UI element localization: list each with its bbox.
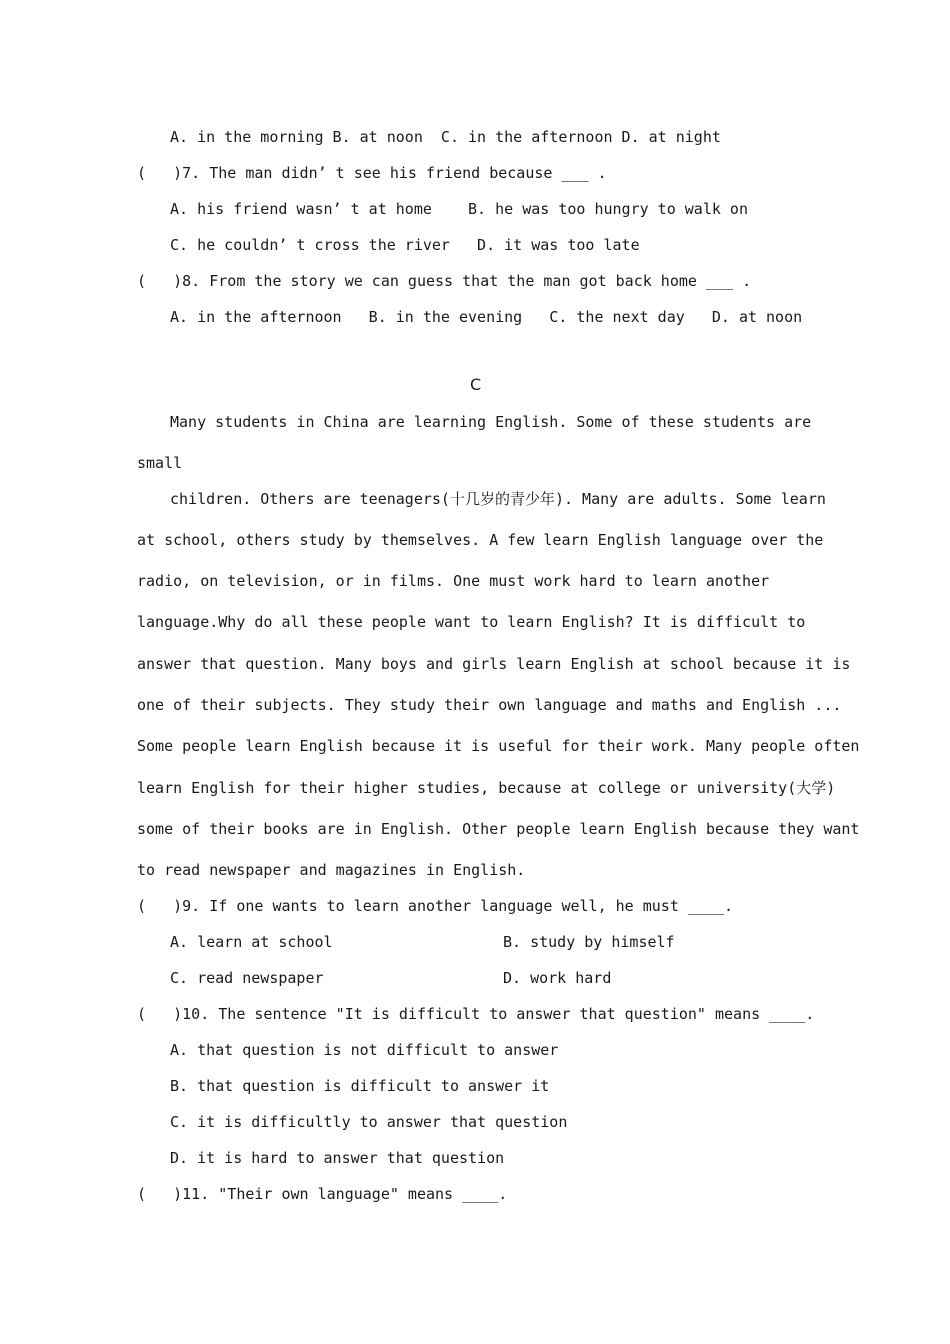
section-heading: C [470,375,482,394]
answer-paren: ( ) [137,272,183,290]
question-stem: 7. The man didn’ t see his friend because ___ . [182,164,607,182]
q10-option-b: B. that question is difficult to answer it [170,1077,550,1095]
q8-options: A. in the afternoon B. in the evening C. the next day D. at noon [170,308,803,326]
q9-option-c: C. read newspaper [170,969,324,987]
q7-options-row-2: C. he couldn’ t cross the river D. it was too late [170,236,640,254]
answer-paren: ( ) [137,1185,183,1203]
passage-line: language.Why do all these people want to learn English? It is difficult to [137,613,806,631]
question-10 [137,1005,814,1023]
passage-line: one of their subjects. They study their own language and maths and English ... [137,696,842,714]
passage-line: small [137,454,183,472]
passage-line: radio, on television, or in films. One must work hard to learn another [137,572,770,590]
question-7 [137,164,607,182]
passage-line: learn English for their higher studies, because at college or university(大学) [137,779,836,797]
question-11 [137,1185,507,1203]
passage-line: answer that question. Many boys and girls learn English at school because it is [137,655,851,673]
passage-line: children. Others are teenagers(十几岁的青少年). Many are adults. Some learn [170,490,826,508]
passage-line: Many students in China are learning English. Some of these students are [170,413,812,431]
q6-options: A. in the morning B. at noon C. in the afternoon D. at night [170,128,721,146]
passage-line: some of their books are in English. Other people learn English because they want [137,820,860,838]
answer-paren: ( ) [137,897,183,915]
question-stem: 8. From the story we can guess that the man got back home ___ . [182,272,752,290]
question-stem: 9. If one wants to learn another language well, he must ____. [182,897,734,915]
question-stem: 11. "Their own language" means ____. [182,1185,508,1203]
q7-options-row-1: A. his friend wasn’ t at home B. he was too hungry to walk on [170,200,748,218]
question-9 [137,897,733,915]
answer-paren: ( ) [137,164,183,182]
q9-option-d: D. work hard [503,969,612,987]
passage-line: to read newspaper and magazines in English. [137,861,526,879]
question-8 [137,272,751,290]
q9-option-a: A. learn at school [170,933,333,951]
passage-line: Some people learn English because it is useful for their work. Many people often [137,737,860,755]
answer-paren: ( ) [137,1005,183,1023]
q10-option-d: D. it is hard to answer that question [170,1149,505,1167]
q9-option-b: B. study by himself [503,933,675,951]
q10-option-a: A. that question is not difficult to answer [170,1041,559,1059]
q10-option-c: C. it is difficultly to answer that question [170,1113,568,1131]
question-stem: 10. The sentence "It is difficult to answer that question" means ____. [182,1005,815,1023]
passage-line: at school, others study by themselves. A few learn English language over the [137,531,824,549]
